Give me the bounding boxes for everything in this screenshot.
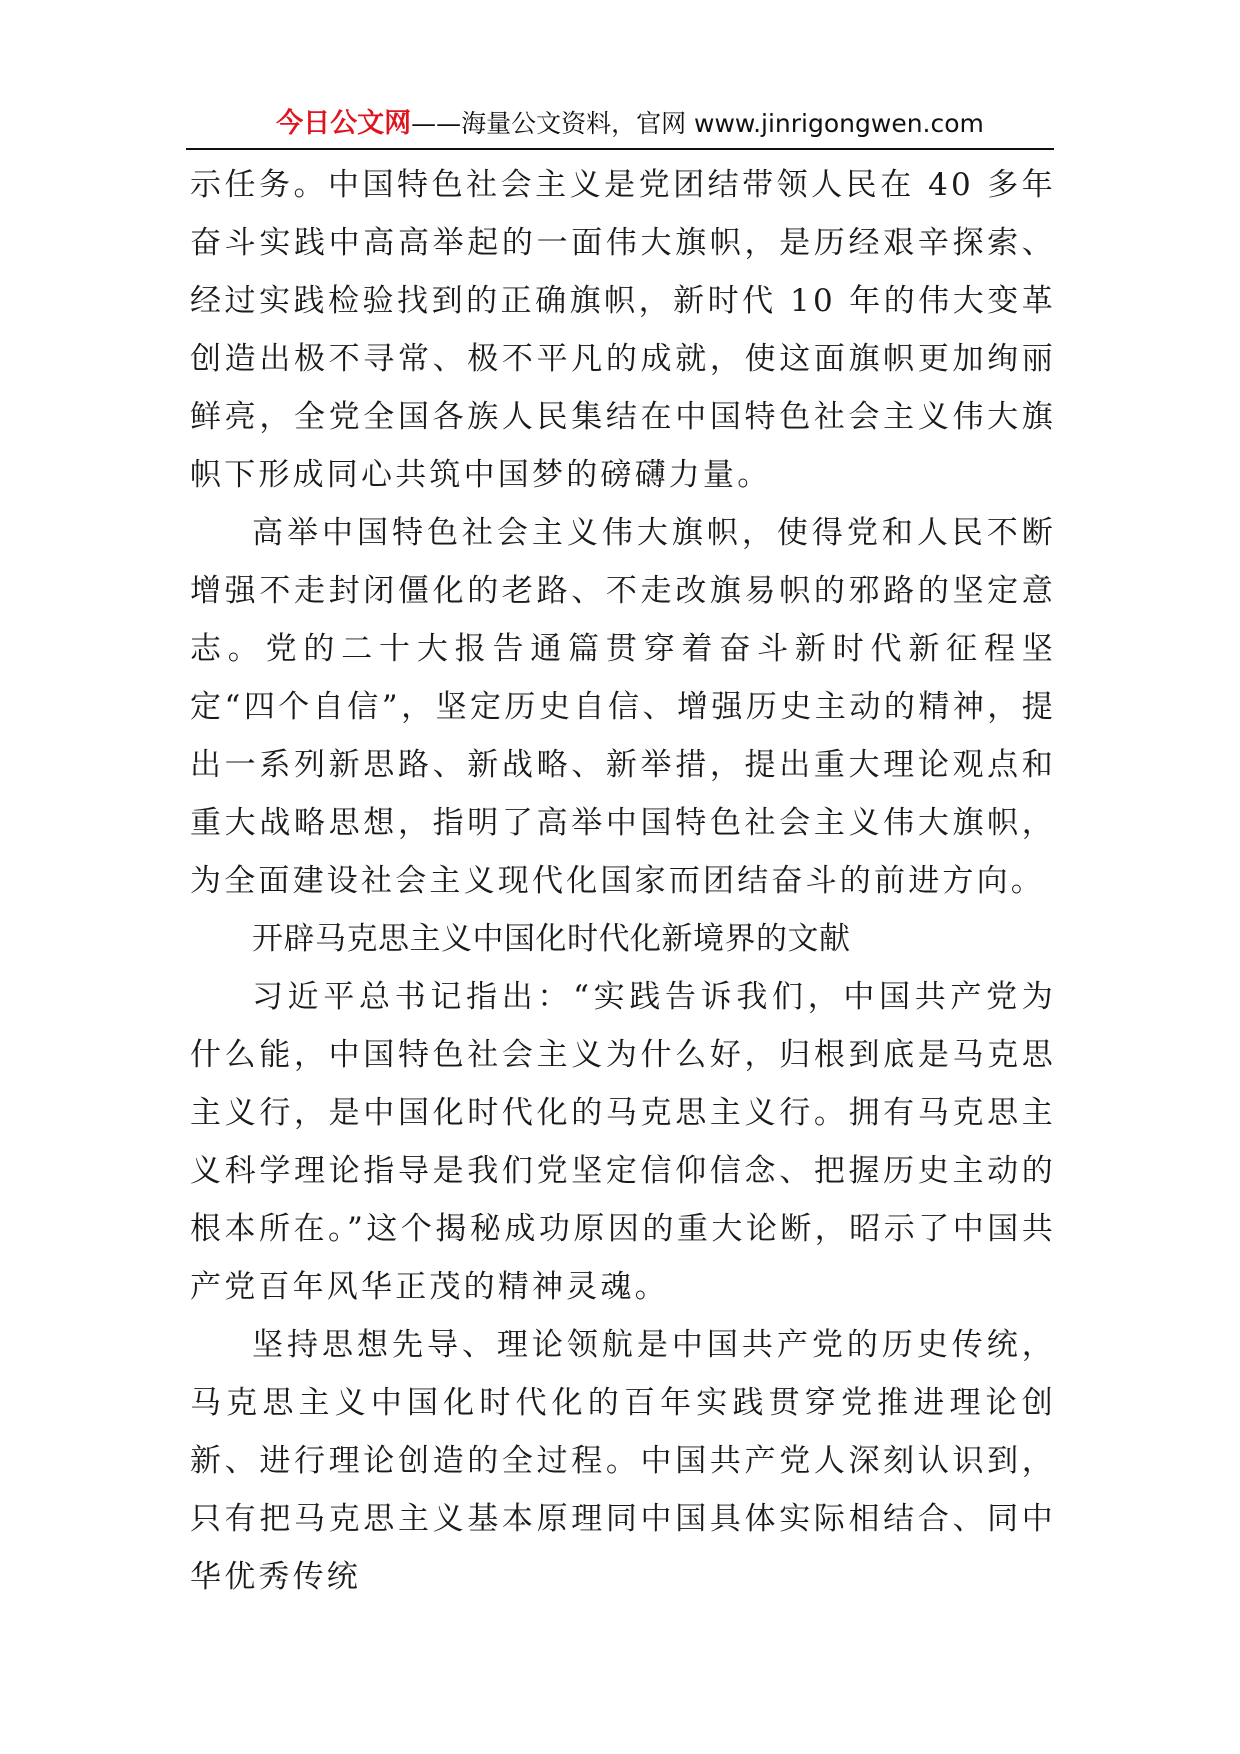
- header-separator: ——: [411, 109, 462, 138]
- section-heading: 开辟马克思主义中国化时代化新境界的文献: [252, 921, 851, 957]
- document-body: [190, 156, 1056, 1606]
- paragraph-3: 习近平总书记指出：“实践告诉我们，中国共产党为什么能，中国特色社会主义为什么好，归根到底是马克思主义行，是中国化时代化的马克思主义行。拥有马克思主义科学理论指导是我们党坚定信仰信念、把握历史主动的根本所在。”这个揭秘成功原因的重大论断，昭示了中国共产党百年风华正茂的精神灵魂。: [190, 979, 1056, 1305]
- paragraph-2: 高举中国特色社会主义伟大旗帜，使得党和人民不断增强不走封闭僵化的老路、不走改旗易帜的邪路的坚定意志。党的二十大报告通篇贯穿着奋斗新时代新征程坚定“四个自信”，坚定历史自信、增强历史主动的精神，提出一系列新思路、新战略、新举措，提出重大理论观点和重大战略思想，指明了高举中国特色社会主义伟大旗帜，为全面建设社会主义现代化国家而团结奋斗的前进方向。: [190, 515, 1056, 899]
- header-tagline: 海量公文资料，官网 www.jinrigongwen.com: [461, 109, 984, 138]
- paragraph-1: 示任务。中国特色社会主义是党团结带领人民在 40 多年奋斗实践中高高举起的一面伟大旗帜，是历经艰辛探索、经过实践检验找到的正确旗帜，新时代 10 年的伟大变革创造出极不寻常、极不平凡的成就，使这面旗帜更加绚丽鲜亮，全党全国各族人民集结在中国特色社会主义伟大旗帜下形成同心共筑中国梦的磅礴力量。: [190, 167, 1056, 493]
- site-name[interactable]: 今日公文网: [276, 108, 412, 139]
- paragraph-4: 坚持思想先导、理论领航是中国共产党的历史传统，马克思主义中国化时代化的百年实践贯穿党推进理论创新、进行理论创造的全过程。中国共产党人深刻认识到，只有把马克思主义基本原理同中国具体实际相结合、同中华优秀传统: [190, 1327, 1056, 1595]
- header-rule: [186, 148, 1054, 150]
- page-header: [190, 104, 1070, 144]
